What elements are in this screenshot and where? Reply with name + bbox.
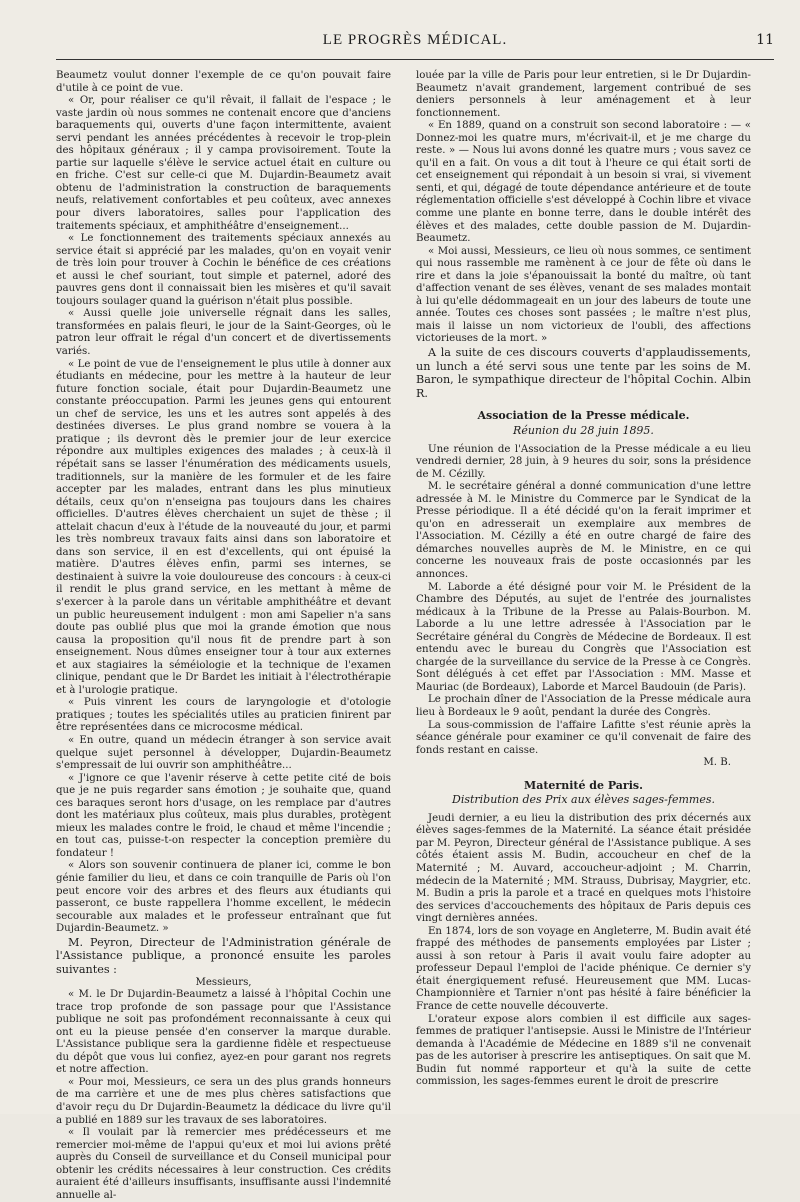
header-rule	[56, 59, 774, 60]
paragraph: Une réunion de l'Association de la Presse médicale a eu lieu vendredi dernier, 28 juin, à 9 heures du soir, sons la présidence de M. Cézilly.	[416, 443, 751, 480]
paragraph: « En outre, quand un médecin étranger à son service avait quelque sujet personnel à développer, Dujardin-Beaumetz s'empressait de lui ouvrir son amphithéâtre...	[56, 734, 391, 772]
paragraph: louée par la ville de Paris pour leur entretien, si le Dr Dujardin-Beaumetz n'avait grandement, largement contribué de ses deniers personnels à leur aménagement et à leur fonctionnement.	[416, 70, 751, 119]
section-body-maternite	[416, 813, 751, 1089]
section-subtitle-maternite: Distribution des Prix aux élèves sages-femmes.	[452, 793, 715, 807]
paragraph: L'orateur expose alors combien il est difficile aux sages-femmes de pratiquer l'antisepsie. Aussi le Ministre de l'Intérieur demanda à l'Académie de Médecine en 1889 s'il ne convenait pas de les autoriser à prescrire les antiseptiques. On sait que M. Budin fut nommé rapporteur et qu'à la suite de cette commission, les sages-femmes eurent le droit de prescrire	[416, 1013, 751, 1088]
paragraph: En 1874, lors de son voyage en Angleterre, M. Budin avait été frappé des méthodes de pansements employées par Lister ; aussi à son retour à Paris il avait voulu faire adopter au professeur Depaul l'emploi de l'acide phénique. Ce dernier s'y était énergiquement refusé. Heureusement que MM. Lucas-Championnière et Tarnier n'ont pas hésité à faire bénéficier la France de cette nouvelle découverte.	[416, 925, 751, 1013]
paragraph: « En 1889, quand on a construit son second laboratoire : — « Donnez-moi les quatre murs, m'écrivait-il, et je me charge du reste. » — Nous lui avons donné les quatre murs ; vous savez ce qu'il en a fait. On vous a dit tout à l'heure ce qui était sorti de cet enseignement qui répondait à un besoin si vrai, si vivement senti, et qui, dégagé de toute dépendance antérieure et de toute réglementation officielle s'est développé à Cochin libre et vivace comme une plante en bonne terre, dans le double intérêt des élèves et des malades, cette double passion de M. Dujardin-Beaumetz.	[416, 120, 751, 245]
paragraph: M. Peyron, Directeur de l'Administration générale de l'Assistance publique, a prononcé ensuite les paroles suivantes :	[56, 935, 391, 976]
paragraph: « Puis vinrent les cours de laryngologie et d'otologie pratiques ; toutes les spécialités utiles au praticien finirent par être représentées dans ce microcosme médical.	[56, 697, 391, 734]
paragraph: « Pour moi, Messieurs, ce sera un des plus grands honneurs de ma carrière et une de mes plus chères satisfactions que d'avoir reçu du Dr Dujardin-Beaumetz la dédicace du livre qu'il a publié en 1889 sur les travaux de ses laboratoires.	[56, 1076, 391, 1126]
paragraph: Le prochain dîner de l'Association de la Presse médicale aura lieu à Bordeaux le 9 août, pendant la durée des Congrès.	[416, 694, 751, 718]
right-column-intro	[416, 70, 751, 400]
paragraph: Beaumetz voulut donner l'exemple de ce qu'on pouvait faire d'utile à ce point de vue.	[56, 70, 391, 94]
paragraph: « Aussi quelle joie universelle régnait dans les salles, transformées en palais fleuri, le jour de la Saint-Georges, où le patron leur offrait le régal d'un concert et de divertissements variés.	[56, 308, 391, 358]
section-title-maternite: Maternité de Paris.	[524, 778, 643, 792]
paragraph: « M. le Dr Dujardin-Beaumetz a laissé à l'hôpital Cochin une trace trop profonde de son passage pour que l'Assistance publique ne soit pas profondément reconnaissante à ceux qui ont eu la pieuse pensée d'en conserver la marque durable. L'Assistance publique sera la gardienne fidèle et respectueuse du dépôt que vous lui confiez, ayez-en pour garant nos regrets et notre affection.	[56, 989, 391, 1076]
paragraph: « Moi aussi, Messieurs, ce lieu où nous sommes, ce sentiment qui nous rassemble me ramènent à ce jour de fête où dans le rire et dans la joie s'épanouissait la bonté du maître, où tant d'affection venant de ses élèves, venant de ses malades montait à lui qu'elle dédommageait en un jour des labeurs de toute une année. Toutes ces choses sont passées ; le maître n'est plus, mais il laisse un nom victorieux de l'oubli, des affections victorieuses de la mort. »	[416, 245, 751, 345]
right-column	[416, 70, 751, 1089]
section-subtitle-presse: Réunion du 28 juin 1895.	[513, 423, 654, 437]
paragraph: La sous-commission de l'affaire Lafitte s'est réunie après la séance générale pour examiner ce qu'il convenait de faire des fonds restant en caisse.	[416, 719, 751, 756]
signature-presse: M. B.	[703, 757, 731, 769]
paragraph: « Le point de vue de l'enseignement le plus utile à donner aux étudiants en médecine, pour les mettre à la hauteur de leur future fonction sociale, était pour Dujardin-Beaumetz une constante préoccupation. Parmi les jeunes gens qui entourent un chef de service, les uns et les autres sont appelés à des destinées diverses. Le plus grand nombre se vouera à la pratique ; ils devront dès le premier jour de leur exercice répondre aux multiples exigences des malades ; à ceux-là il répétait sans se lasser l'énumération des médicaments usuels, traditionnels, sur la manière de les formuler et de les faire accepter par les malades, entrant dans les plus minutieux détails, ceux qu'on n'enseigna pas toujours dans les chaires officielles. D'autres élèves cherchaient un sujet de thèse ; il attelait chacun d'eux à l'étude de la nouveauté du jour, et parmi les très nombreux travaux faits ainsi dans son laboratoire et dans son service, il en est d'excellents, qui ont épuisé la matière. D'autres élèves enfin, parmi ses internes, se destinaient à suivre la voie douloureuse des concours : à ceux-ci il rendit le plus grand service, en les mettant à même de s'exercer à la parole dans un véritable amphithéâtre et devant un public heureusement indulgent : mon ami Sapelier n'a sans doute pas oublié plus que moi la grande émotion que nous causa la proposition qu'il nous fit de prendre part à son enseignement. Nous dûmes enseigner tour à tour aux externes et aux stagiaires la séméiologie et la technique de l'examen clinique, pendant que le Dr Bardet les initiait à l'électrothérapie et à l'urologie pratique.	[56, 358, 391, 696]
paragraph: Jeudi dernier, a eu lieu la distribution des prix décernés aux élèves sages-femmes de la Maternité. La séance était présidée par M. Peyron, Directeur général de l'Assistance publique. A ses côtés étaient assis M. Budin, accoucheur en chef de la Maternité ; M. Auvard, accoucheur-adjoint ; M. Charrin, médecin de la Maternité ; MM. Strauss, Dubrisay, Maygrier, etc. M. Budin a pris la parole et a tracé en quelques mots l'histoire des services d'accouchements des hôpitaux de Paris depuis ces vingt dernières années.	[416, 812, 751, 925]
paragraph: « Il voulait par là remercier mes prédécesseurs et me remercier moi-même de l'appui qu'eux et moi lui avions prêté auprès du Conseil de surveillance et du Conseil municipal pour obtenir les crédits nécessaires à leur construction. Ces crédits auraient été d'ailleurs insuffisants, insuffisante aussi l'indemnité annuelle al-	[56, 1127, 391, 1201]
page-header	[56, 26, 774, 62]
paragraph: « Le fonctionnement des traitements spéciaux annexés au service était si apprécié par les malades, qu'on en voyait venir de très loin pour trouver à Cochin le bénéfice de ces créations et aussi le chef souriant, tout simple et paternel, adoré des pauvres gens dont il connaissait bien les misères et qu'il savait toujours soulager quand la guérison n'était plus possible.	[56, 233, 391, 307]
paragraph: M. le secrétaire général a donné communication d'une lettre adressée à M. le Ministre du Commerce par le Syndicat de la Presse périodique. Il a été décidé qu'on la ferait imprimer et qu'on en adresserait un exemplaire aux membres de l'Association. M. Cézilly a été en outre chargé de faire des démarches nouvelles auprès de M. le Ministre, en ce qui concerne les nouveaux frais de poste occasionnés par les annonces.	[416, 481, 751, 580]
section-body-presse	[416, 444, 751, 758]
paragraph: « Or, pour réaliser ce qu'il rêvait, il fallait de l'espace ; le vaste jardin où nous sommes ne contenait encore que d'anciens baraquements qui, ouverts d'une façon intermittente, avaient servi pendant les années précédentes à recevoir le trop-plein des hôpitaux généraux ; il y campa provisoirement. Toute la partie sur laquelle s'élève le service actuel était en culture ou en friche. C'est sur celle-ci que M. Dujardin-Beaumetz avait obtenu de l'administration la construction de baraquements neufs, relativement confortables et peu coûteux, avec annexes pour divers laboratoires, salles pour l'application des traitements spéciaux, et amphithéâtre d'enseignement...	[56, 95, 391, 232]
paragraph: « Alors son souvenir continuera de planer ici, comme le bon génie familier du lieu, et dans ce coin tranquille de Paris où l'on peut encore voir des arbres et des fleurs aux étudiants qui passeront, ce buste rappellera l'homme excellent, le médecin secourable aux malades et le professeur entraînant que fut Dujardin-Beaumetz. »	[56, 860, 391, 935]
paragraph: M. Laborde a été désigné pour voir M. le Président de la Chambre des Députés, au sujet de l'entrée des journalistes médicaux à la Tribune de la Presse au Palais-Bourbon. M. Laborde a lu une lettre adressée à l'Association par le Secrétaire général du Congrès de Médecine de Bordeaux. Il est entendu avec le bureau du Congrès que l'Association est chargée de la surveillance du service de la Presse à ce Congrès. Sont délégués à cet effet par l'Association : MM. Masse et Mauriac (de Bordeaux), Laborde et Marcel Baudouin (de Paris).	[416, 581, 751, 693]
page-number: 11	[756, 32, 774, 48]
paragraph: Messieurs,	[195, 976, 252, 988]
left-column	[56, 70, 391, 1202]
paragraph: « J'ignore ce que l'avenir réserve à cette petite cité de bois que je ne puis regarder sans émotion ; je souhaite que, quand ces baraques seront hors d'usage, on les remplace par d'autres dont les matériaux plus coûteux, mais plus durables, protègent mieux les malades contre le froid, le chaud et même l'incendie ; en tout cas, puisse-t-on respecter la conception première du fondateur !	[56, 772, 391, 859]
paragraph: A la suite de ces discours couverts d'applaudissements, un lunch a été servi sous une tente par les soins de M. Baron, le sympathique directeur de l'hôpital Cochin. Albin R.	[416, 346, 751, 400]
journal-title: LE PROGRÈS MÉDICAL.	[322, 32, 508, 48]
section-title-presse: Association de la Presse médicale.	[477, 409, 690, 423]
